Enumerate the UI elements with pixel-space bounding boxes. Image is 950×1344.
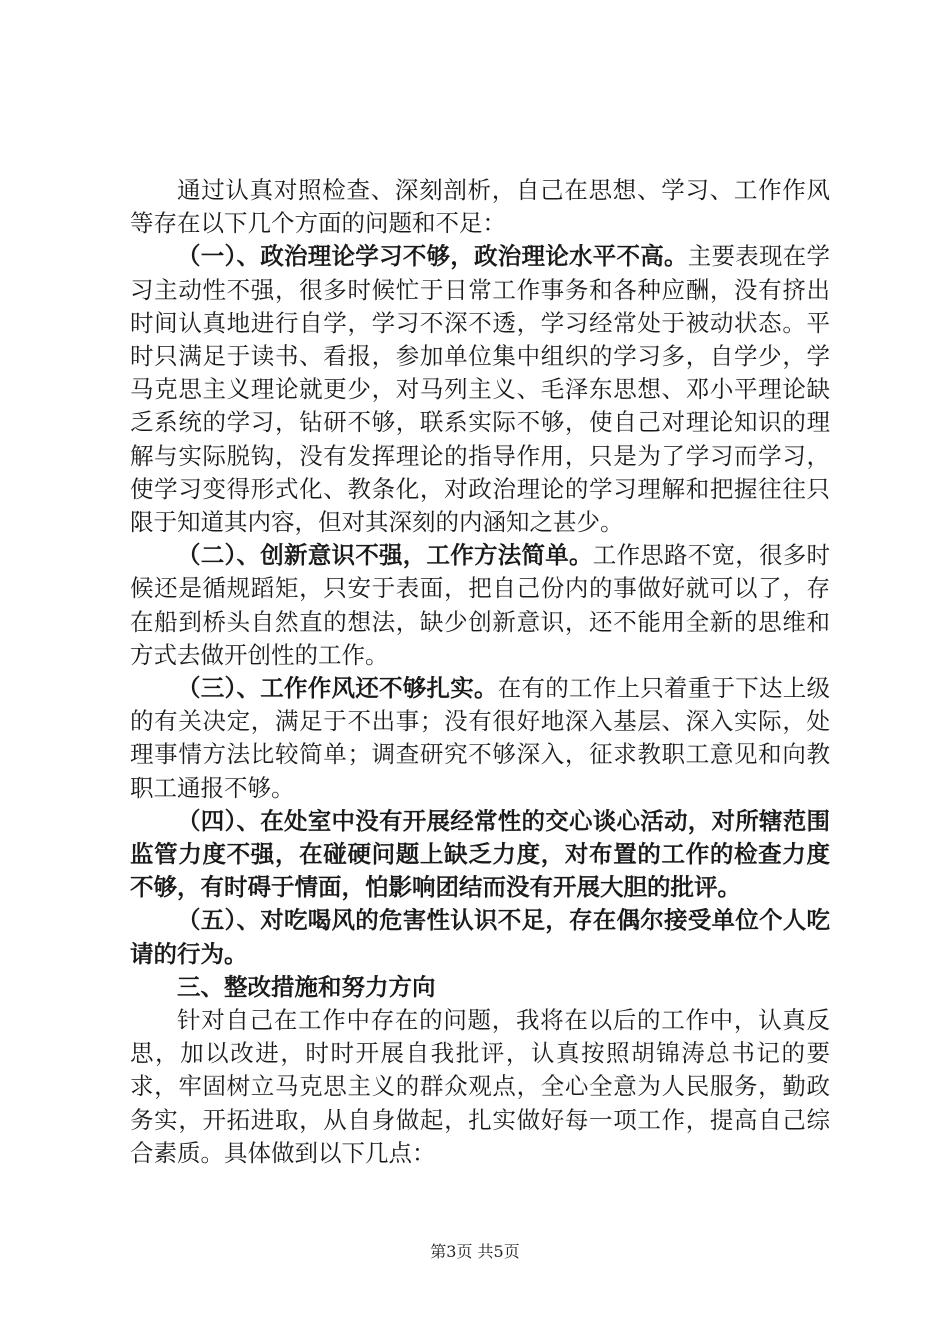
issue-2-heading: （二）、创新意识不强，工作方法简单。 bbox=[177, 541, 593, 570]
issue-5-paragraph: （五）、对吃喝风的危害性认识不足，存在偶尔接受单位个人吃请的行为。 bbox=[130, 906, 830, 968]
issue-3-body: 在有的工作上只着重于下达上级的有关决定，满足于不出事；没有很好地深入基层、深入实际，处理事情方法比较简单；调查研究不够深入，征求教职工意见和向教职工通报不够。 bbox=[130, 674, 830, 802]
issue-1-heading: （一）、政治理论学习不够，政治理论水平不高。 bbox=[177, 242, 688, 271]
issue-4-paragraph: （四）、在处室中没有开展经常性的交心谈心活动，对所辖范围监管力度不强，在碰硬问题上缺乏力度，对布置的工作的检查力度不够，有时碍于情面，怕影响团结而没有开展大胆的批评。 bbox=[130, 806, 830, 902]
document-body bbox=[130, 174, 830, 1170]
closing-paragraph: 针对自己在工作中存在的问题，我将在以后的工作中，认真反思，加以改进，时时开展自我批评，认真按照胡锦涛总书记的要求，牢固树立马克思主义的群众观点，全心全意为人民服务，勤政务实，开拓进取，从自身做起，扎实做好每一项工作，提高自己综合素质。具体做到以下几点： bbox=[130, 1006, 830, 1167]
issue-2-body: 工作思路不宽，很多时候还是循规蹈矩，只安于表面，把自己份内的事做好就可以了，存在船到桥头自然直的想法，缺少创新意识，还不能用全新的思维和方式去做开创性的工作。 bbox=[130, 541, 830, 669]
page-footer: 第3页 共5页 bbox=[430, 1242, 520, 1261]
section-3-heading: 三、整改措施和努力方向 bbox=[177, 972, 436, 1001]
intro-paragraph: 通过认真对照检查、深刻剖析，自己在思想、学习、工作作风等存在以下几个方面的问题和不足： bbox=[130, 176, 830, 238]
issue-1-body: 主要表现在学习主动性不强，很多时候忙于日常工作事务和各种应酬，没有挤出时间认真地进行自学，学习不深不透，学习经常处于被动状态。平时只满足于读书、看报，参加单位集中组织的学习多，自学少，学马克思主义理论就更少，对马列主义、毛泽东思想、邓小平理论缺乏系统的学习，钻研不够，联系实际不够，使自己对理论知识的理解与实际脱钩，没有发挥理论的指导作用，只是为了学习而学习，使学习变得形式化、教条化，对政治理论的学习理解和把握往往只限于知道其内容，但对其深刻的内涵知之甚少。 bbox=[130, 242, 830, 537]
issue-1-paragraph bbox=[130, 240, 830, 539]
issue-3-heading: （三）、工作作风还不够扎实。 bbox=[177, 674, 498, 703]
issue-3-paragraph bbox=[130, 672, 830, 805]
issue-2-paragraph bbox=[130, 539, 830, 672]
